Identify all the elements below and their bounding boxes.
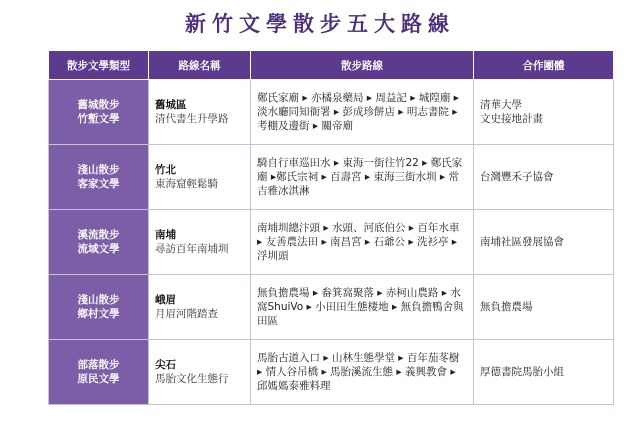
routes-table — [48, 50, 614, 405]
partner-line: 文史接地計畫 — [480, 113, 543, 125]
table-row — [49, 275, 614, 340]
table-row — [49, 145, 614, 210]
partner-cell — [474, 275, 614, 340]
table-row — [49, 210, 614, 275]
route-name: 峨眉 — [155, 294, 176, 306]
type-line: 竹塹文學 — [77, 113, 120, 125]
route-stops: 鄭氏家廟 ▸ 亦橘泉藥局 ▸ 周益記 ▸ 城隍廟 ▸ 淡水廳同知衙署 ▸ 彭成珍餅店 ▸ 明志書院 ▸ 考棚及邊街 ▸ 關帝廟 — [251, 80, 474, 145]
route-name-cell — [149, 210, 251, 275]
partner-line: 台灣豐禾子協會 — [480, 171, 554, 183]
header-route-name: 路線名稱 — [149, 51, 251, 80]
route-stops: 無負擔農場 ▸ 畚箕窩聚落 ▸ 赤柯山農路 ▸ 水窩ShuiVo ▸ 小田田生態棲地 ▸ 無負擔鴨舍與田區 — [251, 275, 474, 340]
type-line: 溪流散步 — [77, 229, 120, 241]
route-name-cell — [149, 275, 251, 340]
partner-cell — [474, 80, 614, 145]
partner-line: 無負擔農場 — [480, 301, 533, 313]
route-name: 舊城區 — [155, 99, 187, 111]
partner-cell — [474, 340, 614, 405]
type-cell — [49, 80, 149, 145]
type-line: 淺山散步 — [77, 294, 120, 306]
route-subtitle: 清代書生升學路 — [155, 113, 229, 125]
page-title: 新竹文學散步五大路線 — [185, 12, 455, 36]
route-name-cell — [149, 340, 251, 405]
type-line: 鄉村文學 — [77, 308, 120, 320]
table-row — [49, 80, 614, 145]
partner-cell — [474, 210, 614, 275]
route-stops: 騎自行車巡田水 ▸ 東海一街往竹22 ▸ 鄭氏家廟 ▸鄭氏宗祠 ▸ 百壽宮 ▸ 東海三街水圳 ▸ 常吉雅冰淇淋 — [251, 145, 474, 210]
type-line: 流域文學 — [77, 243, 120, 255]
header-type: 散步文學類型 — [49, 51, 149, 80]
route-subtitle: 馬胎文化生態行 — [155, 373, 229, 385]
partner-line: 南埔社區發展協會 — [480, 236, 564, 248]
route-name: 竹北 — [155, 164, 176, 176]
partner-line: 厚德書院馬胎小組 — [480, 366, 564, 378]
type-line: 舊城散步 — [77, 99, 120, 111]
route-name-cell — [149, 145, 251, 210]
route-subtitle: 月眉河階踏查 — [155, 308, 218, 320]
type-line: 原民文學 — [77, 373, 120, 385]
type-line: 客家文學 — [77, 178, 120, 190]
header-partner: 合作團體 — [474, 51, 614, 80]
route-name: 尖石 — [155, 359, 176, 371]
type-cell — [49, 145, 149, 210]
table-header-row — [49, 51, 614, 80]
type-cell — [49, 210, 149, 275]
route-subtitle: 尋訪百年南埔圳 — [155, 243, 229, 255]
route-stops: 南埔圳總汴頭 ▸ 水頭、河底伯公 ▸ 百年水車 ▸ 友善農法田 ▸ 南昌宮 ▸ 石爺公 ▸ 洗衫亭 ▸ 浮圳頭 — [251, 210, 474, 275]
partner-line: 清華大學 — [480, 99, 522, 111]
table-row — [49, 340, 614, 405]
type-cell — [49, 340, 149, 405]
partner-cell — [474, 145, 614, 210]
route-name-cell — [149, 80, 251, 145]
type-cell — [49, 275, 149, 340]
route-stops: 馬胎古道入口 ▸ 山林生態學堂 ▸ 百年茄苳樹 ▸ 情人谷吊橋 ▸ 馬胎溪流生態 ▸ 義興教會 ▸ 邱媽媽泰雅料理 — [251, 340, 474, 405]
header-route: 散步路線 — [251, 51, 474, 80]
route-subtitle: 東海窟輕鬆騎 — [155, 178, 218, 190]
route-name: 南埔 — [155, 229, 176, 241]
type-line: 淺山散步 — [77, 164, 120, 176]
type-line: 部落散步 — [77, 359, 120, 371]
